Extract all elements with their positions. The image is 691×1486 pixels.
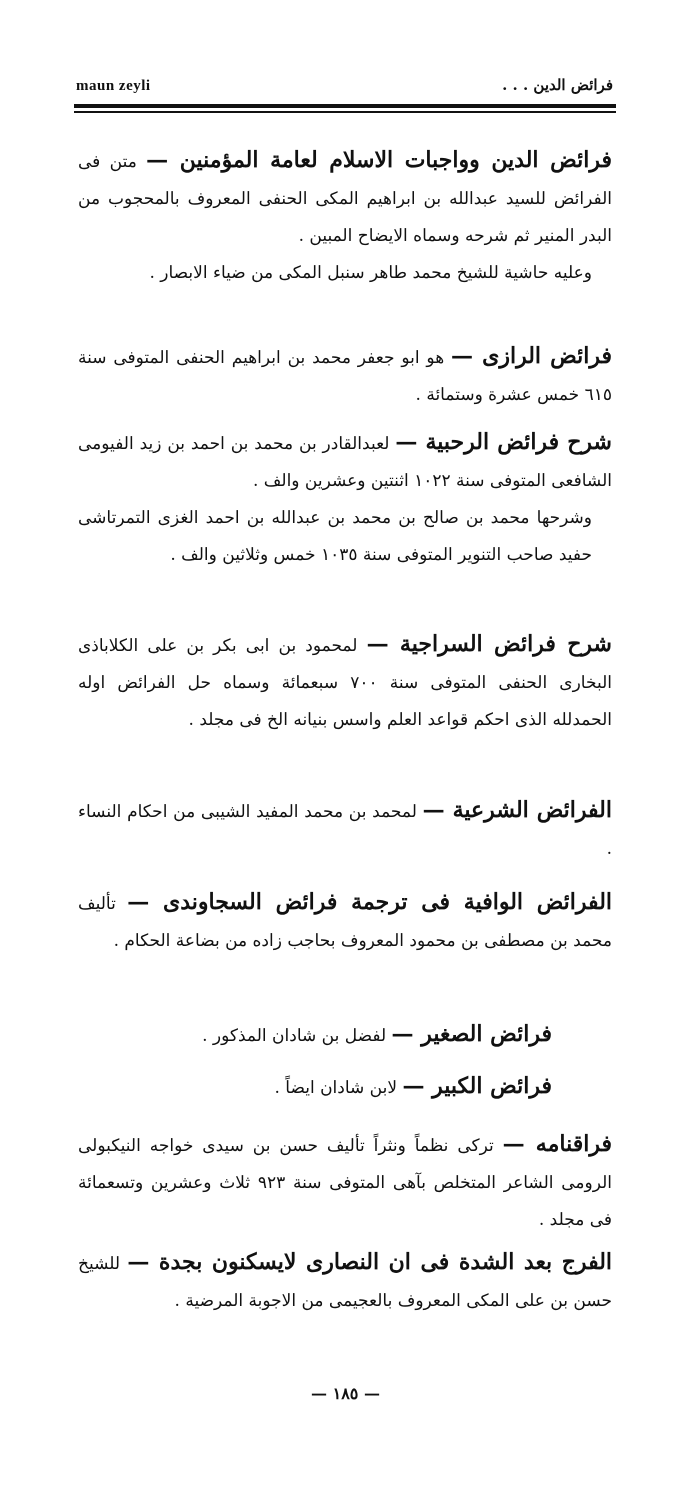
entry-body: لمحمد بن محمد المفيد الشيبى من احكام النساء . bbox=[78, 802, 612, 859]
header-rule-thin bbox=[74, 111, 616, 113]
entry-heading: فرائض الكبير — bbox=[402, 1073, 552, 1099]
entry-faraid-al-razi bbox=[78, 338, 612, 414]
entry-body: للشيخ حسن بن على المكى المعروف بالعجيمى من الاجوبة المرضية . bbox=[78, 1254, 612, 1311]
entry-heading: فرائض الدين وواجبات الاسلام لعامة المؤمنين — bbox=[146, 147, 612, 173]
header-rule-thick bbox=[74, 104, 616, 108]
entry-body: تركى نظماً ونثراً تأليف حسن بن سيدى خواجه النيكبولى الرومى الشاعر المتخلص بآهى المتوفى سنة ٩٢٣ ثلاث وعشرين وتسعمائة فى مجلد . bbox=[78, 1136, 612, 1230]
entry-body: لابن شادان ايضاً . bbox=[274, 1078, 398, 1098]
entry-heading: فرائض الرازى — bbox=[451, 343, 613, 369]
entry-al-faraid-al-shariyya bbox=[78, 792, 612, 868]
entry-heading: شرح فرائض الرحبية — bbox=[395, 429, 612, 455]
entry-note: وشرحها محمد بن صالح بن محمد بن عبدالله بن احمد الغزى التمرتاشى حفيد صاحب التنوير المتوفى سنة ١٠٣٥ خمس وثلاثين والف . bbox=[78, 508, 592, 565]
entry-sharh-faraid-al-rahbiyya bbox=[78, 424, 612, 574]
running-header-right: فرائض الدين . . . bbox=[502, 76, 613, 94]
entry-al-faraid-al-wafiya bbox=[78, 884, 612, 960]
entry-sharh-faraid-al-sirajiyya bbox=[78, 626, 612, 739]
entry-heading: الفرج بعد الشدة فى ان النصارى لايسكنون بجدة — bbox=[127, 1249, 613, 1275]
entry-al-faraj-bad-al-shidda bbox=[78, 1244, 612, 1320]
entry-faraid-al-din bbox=[78, 142, 612, 292]
entry-note: وعليه حاشية للشيخ محمد طاهر سنبل المكى من ضياء الابصار . bbox=[149, 263, 592, 283]
entry-faraid-al-saghir bbox=[78, 1016, 612, 1055]
entry-heading: فراقنامه — bbox=[502, 1131, 612, 1157]
entry-firaqname bbox=[78, 1126, 612, 1239]
entry-body: لعبدالقادر بن محمد بن احمد بن زيد الفيومى الشافعى المتوفى سنة ١٠٢٢ اثنتين وعشرين والف . bbox=[78, 434, 612, 491]
entry-heading: شرح فرائض السراجية — bbox=[366, 631, 612, 657]
entry-faraid-al-kabir bbox=[78, 1068, 612, 1107]
entry-heading: الفرائض الوافية فى ترجمة فرائض السجاوندى — bbox=[127, 889, 613, 915]
entry-body: هو ابو جعفر محمد بن ابراهيم الحنفى المتوفى سنة ٦١٥ خمس عشرة وستمائة . bbox=[78, 348, 612, 405]
entry-heading: الفرائض الشرعية — bbox=[422, 797, 613, 823]
entry-heading: فرائض الصغير — bbox=[391, 1021, 552, 1047]
entry-body: تأليف محمد بن مصطفى بن محمود المعروف بحاجب زاده من بضاعة الحكام . bbox=[78, 894, 612, 951]
entry-body: لمحمود بن ابى بكر بن على الكلاباذى البخارى الحنفى المتوفى سنة ٧٠٠ سبعمائة وسماه حل الفرائض اوله الحمدلله الذى احكم قواعد العلم واسس بنيانه الخ فى مجلد . bbox=[78, 636, 612, 730]
running-header-left: maun zeyli bbox=[76, 78, 151, 94]
entry-body: لفضل بن شادان المذكور . bbox=[202, 1026, 387, 1046]
entry-body: متن فى الفرائض للسيد عبدالله بن ابراهيم المكى الحنفى المعروف بالمحجوب من البدر المنير ثم شرحه وسماه الايضاح المبين . bbox=[78, 152, 612, 246]
page-number: — ١٨٥ — bbox=[311, 1384, 380, 1403]
